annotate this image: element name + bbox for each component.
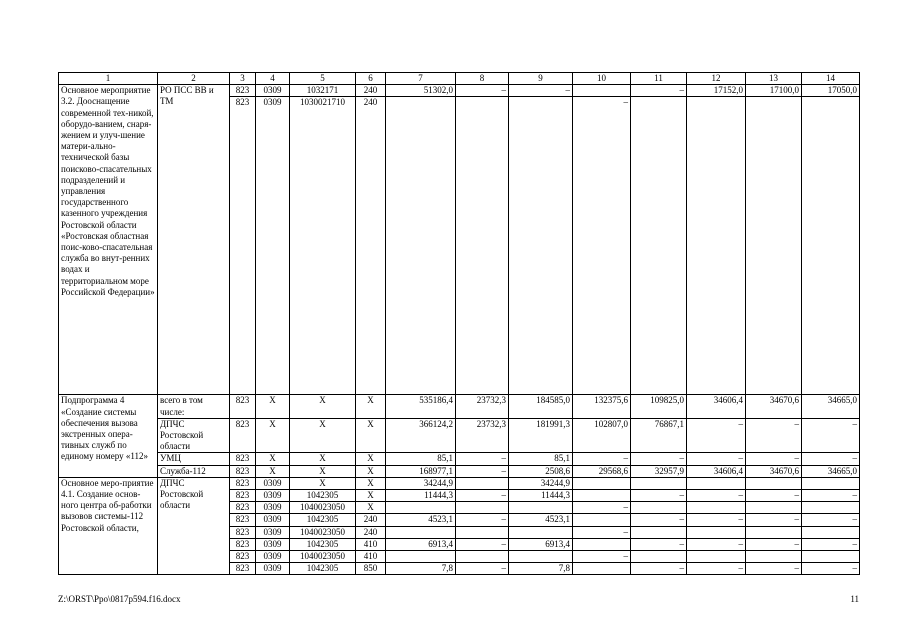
responsible: всего в том числе: — [158, 395, 230, 418]
table-cell — [456, 477, 509, 489]
table-cell: 7,8 — [509, 563, 573, 575]
table-cell: – — [573, 97, 631, 395]
table-cell — [631, 477, 687, 489]
table-cell: Х — [290, 465, 356, 477]
table-cell: 5 — [290, 73, 356, 85]
table-cell: 850 — [356, 563, 386, 575]
table-body — [59, 73, 860, 575]
table-cell — [509, 97, 573, 395]
table-cell: – — [746, 418, 802, 453]
table-cell: 7 — [386, 73, 456, 85]
table-cell: – — [631, 514, 687, 526]
table-cell: 0309 — [256, 526, 290, 538]
table-cell — [802, 477, 860, 489]
table-cell — [386, 97, 456, 395]
table-cell: 823 — [230, 514, 256, 526]
table-cell: 2508,6 — [509, 465, 573, 477]
table-cell: Х — [256, 395, 290, 418]
table-cell — [509, 526, 573, 538]
table-cell: Х — [290, 453, 356, 465]
table-cell — [746, 97, 802, 395]
table-cell: 1042305 — [290, 563, 356, 575]
table-cell: – — [456, 453, 509, 465]
table-cell: 17100,0 — [746, 85, 802, 97]
table-cell: 1 — [59, 73, 158, 85]
table-cell — [746, 526, 802, 538]
table-cell: 34670,6 — [746, 465, 802, 477]
table-cell: 823 — [230, 563, 256, 575]
table-cell: 34606,4 — [687, 395, 746, 418]
responsible: ДПЧС Ростовской области — [158, 477, 230, 575]
table-cell — [746, 502, 802, 514]
table-cell: – — [631, 453, 687, 465]
table-cell: 0309 — [256, 551, 290, 563]
table-cell: 410 — [356, 538, 386, 550]
table-cell — [456, 97, 509, 395]
table-cell: – — [456, 563, 509, 575]
table-cell: – — [509, 85, 573, 97]
table-cell: – — [802, 514, 860, 526]
table-cell: Х — [356, 395, 386, 418]
table-cell: 1040023050 — [290, 551, 356, 563]
table-cell: Х — [356, 502, 386, 514]
table-cell: Х — [256, 418, 290, 453]
table-cell: 85,1 — [386, 453, 456, 465]
table-cell — [746, 477, 802, 489]
table-cell — [573, 514, 631, 526]
header-row — [59, 73, 860, 85]
table-cell — [631, 97, 687, 395]
table-cell: 366124,2 — [386, 418, 456, 453]
table-cell: – — [456, 514, 509, 526]
table-cell — [386, 526, 456, 538]
table-cell — [456, 551, 509, 563]
table-cell: 17152,0 — [687, 85, 746, 97]
table-cell: 4523,1 — [509, 514, 573, 526]
table-cell: Х — [356, 453, 386, 465]
table-cell: 13 — [746, 73, 802, 85]
table-row — [59, 465, 860, 477]
table-cell: 34606,4 — [687, 465, 746, 477]
table-cell: – — [687, 490, 746, 502]
table-cell: 14 — [802, 73, 860, 85]
table-cell: Х — [290, 418, 356, 453]
table-cell: 17050,0 — [802, 85, 860, 97]
table-cell: – — [746, 490, 802, 502]
table-cell: 3 — [230, 73, 256, 85]
table-cell — [573, 490, 631, 502]
table-cell — [687, 502, 746, 514]
table-cell: 240 — [356, 85, 386, 97]
table-cell: – — [802, 538, 860, 550]
table-cell: 823 — [230, 85, 256, 97]
table-cell: 34665,0 — [802, 465, 860, 477]
table-cell: 823 — [230, 453, 256, 465]
table-cell: – — [456, 538, 509, 550]
table-cell: 11444,3 — [509, 490, 573, 502]
table-cell — [509, 551, 573, 563]
table-cell — [386, 502, 456, 514]
table-cell: 0309 — [256, 538, 290, 550]
table-cell: – — [746, 563, 802, 575]
table-cell: – — [456, 465, 509, 477]
table-cell: 184585,0 — [509, 395, 573, 418]
table-cell — [687, 526, 746, 538]
table-cell: – — [573, 526, 631, 538]
table-cell: 11 — [631, 73, 687, 85]
table-row — [59, 85, 860, 97]
table-cell: 823 — [230, 551, 256, 563]
table-cell: 8 — [456, 73, 509, 85]
table-cell — [746, 551, 802, 563]
table-cell: 23732,3 — [456, 395, 509, 418]
table-cell: 23732,3 — [456, 418, 509, 453]
table-cell: – — [746, 538, 802, 550]
table-cell: – — [631, 538, 687, 550]
table-cell: 102807,0 — [573, 418, 631, 453]
table-cell: Х — [356, 465, 386, 477]
table-cell: 0309 — [256, 85, 290, 97]
table-cell: 240 — [356, 526, 386, 538]
table-cell: 1042305 — [290, 538, 356, 550]
table-cell: 6913,4 — [386, 538, 456, 550]
activity-name: Основное меро-приятие 4.1. Создание основ-ного центра об-работки вызовов системы-112 Ростовской области, — [59, 477, 158, 575]
table-cell — [687, 551, 746, 563]
table-cell: 34244,9 — [509, 477, 573, 489]
table-cell — [802, 551, 860, 563]
table-cell — [802, 502, 860, 514]
table-cell: 2 — [158, 73, 230, 85]
responsible: УМЦ — [158, 453, 230, 465]
table-cell: 1042305 — [290, 514, 356, 526]
table-cell: 9 — [509, 73, 573, 85]
table-cell: 1030021710 — [290, 97, 356, 395]
table-cell: 32957,9 — [631, 465, 687, 477]
table-cell — [631, 551, 687, 563]
table-cell: 6 — [356, 73, 386, 85]
table-cell: 1032171 — [290, 85, 356, 97]
table-cell: – — [802, 563, 860, 575]
table-cell: 823 — [230, 538, 256, 550]
table-cell: 1040023050 — [290, 526, 356, 538]
table-cell: – — [687, 538, 746, 550]
table-cell: 6913,4 — [509, 538, 573, 550]
table-cell: 132375,6 — [573, 395, 631, 418]
table-cell: 51302,0 — [386, 85, 456, 97]
table-cell: 85,1 — [509, 453, 573, 465]
table-cell — [802, 526, 860, 538]
table-cell: 823 — [230, 418, 256, 453]
table-cell: Х — [256, 465, 290, 477]
table-cell: 1042305 — [290, 490, 356, 502]
table-cell: – — [746, 453, 802, 465]
table-cell: 34665,0 — [802, 395, 860, 418]
table-cell: 823 — [230, 97, 256, 395]
table-row — [59, 477, 860, 489]
table-cell: 109825,0 — [631, 395, 687, 418]
table-cell — [456, 526, 509, 538]
table-cell — [456, 502, 509, 514]
table-cell: 0309 — [256, 502, 290, 514]
table-cell: 0309 — [256, 514, 290, 526]
table-cell — [573, 477, 631, 489]
responsible: Служба-112 — [158, 465, 230, 477]
table-cell: – — [802, 490, 860, 502]
table-cell: 181991,3 — [509, 418, 573, 453]
table-cell: 240 — [356, 97, 386, 395]
table-cell: 0309 — [256, 490, 290, 502]
table-cell: Х — [356, 490, 386, 502]
table-cell: 823 — [230, 526, 256, 538]
table-cell: 4523,1 — [386, 514, 456, 526]
subprogram-name: Подпрограмма 4 «Создание системы обеспечения вызова экстренных опера-тивных служб по единому номеру «112» — [59, 395, 158, 477]
table-cell: 410 — [356, 551, 386, 563]
file-path: Z:\ORST\Ppo\0817p594.f16.docx — [58, 594, 181, 604]
table-cell — [631, 502, 687, 514]
table-cell: 168977,1 — [386, 465, 456, 477]
table-cell — [687, 477, 746, 489]
table-cell — [631, 526, 687, 538]
table-cell: 11444,3 — [386, 490, 456, 502]
table-row — [59, 418, 860, 453]
table-cell: 823 — [230, 395, 256, 418]
table-cell: 34670,6 — [746, 395, 802, 418]
table-cell — [573, 563, 631, 575]
page-number: 11 — [850, 594, 859, 604]
table-cell: 535186,4 — [386, 395, 456, 418]
table-cell: 4 — [256, 73, 290, 85]
table-cell: 823 — [230, 502, 256, 514]
table-cell: – — [573, 453, 631, 465]
table-cell: 34244,9 — [386, 477, 456, 489]
budget-table — [58, 72, 860, 575]
table-cell: – — [631, 563, 687, 575]
table-cell — [509, 502, 573, 514]
table-cell — [687, 97, 746, 395]
table-cell — [573, 85, 631, 97]
table-cell — [573, 538, 631, 550]
table-cell: 0309 — [256, 563, 290, 575]
table-cell: Х — [356, 477, 386, 489]
table-cell: – — [573, 502, 631, 514]
responsible: ДПЧС Ростовской области — [158, 418, 230, 453]
table-cell: 1040023050 — [290, 502, 356, 514]
table-cell: Х — [290, 477, 356, 489]
table-cell: – — [687, 514, 746, 526]
table-cell: – — [687, 453, 746, 465]
responsible: РО ПСС ВВ и ТМ — [158, 85, 230, 395]
activity-name: Основное мероприятие 3.2. Дооснащение современной тех-никой, оборудо-ванием, снаря-жением и улуч-шение матери-ально-технической базы поисково-спасательных подразделений и управления государственного казенного учреждения Ростовской области «Ростовская областная поис-ково-спасательная служба во внут-ренних водах и территориальном море Российской Федерации» — [59, 85, 158, 395]
table-cell: Х — [290, 395, 356, 418]
table-row — [59, 453, 860, 465]
table-cell: – — [746, 514, 802, 526]
table-row — [59, 395, 860, 418]
table-cell: 0309 — [256, 477, 290, 489]
table-cell — [386, 551, 456, 563]
table-cell: 0309 — [256, 97, 290, 395]
table-cell: 823 — [230, 465, 256, 477]
table-cell: 823 — [230, 490, 256, 502]
table-cell — [802, 97, 860, 395]
table-cell: – — [456, 85, 509, 97]
table-cell: – — [631, 490, 687, 502]
table-cell: 10 — [573, 73, 631, 85]
table-cell: Х — [256, 453, 290, 465]
table-cell: – — [631, 85, 687, 97]
table-cell: Х — [356, 418, 386, 453]
table-cell: – — [802, 453, 860, 465]
table-cell: 240 — [356, 514, 386, 526]
table-cell: 12 — [687, 73, 746, 85]
table-cell: 76867,1 — [631, 418, 687, 453]
table-cell: 7,8 — [386, 563, 456, 575]
table-cell: – — [802, 418, 860, 453]
table-cell: 29568,6 — [573, 465, 631, 477]
table-cell: – — [456, 490, 509, 502]
table-cell: 823 — [230, 477, 256, 489]
table-cell: – — [687, 418, 746, 453]
table-cell: – — [573, 551, 631, 563]
table-cell: – — [687, 563, 746, 575]
